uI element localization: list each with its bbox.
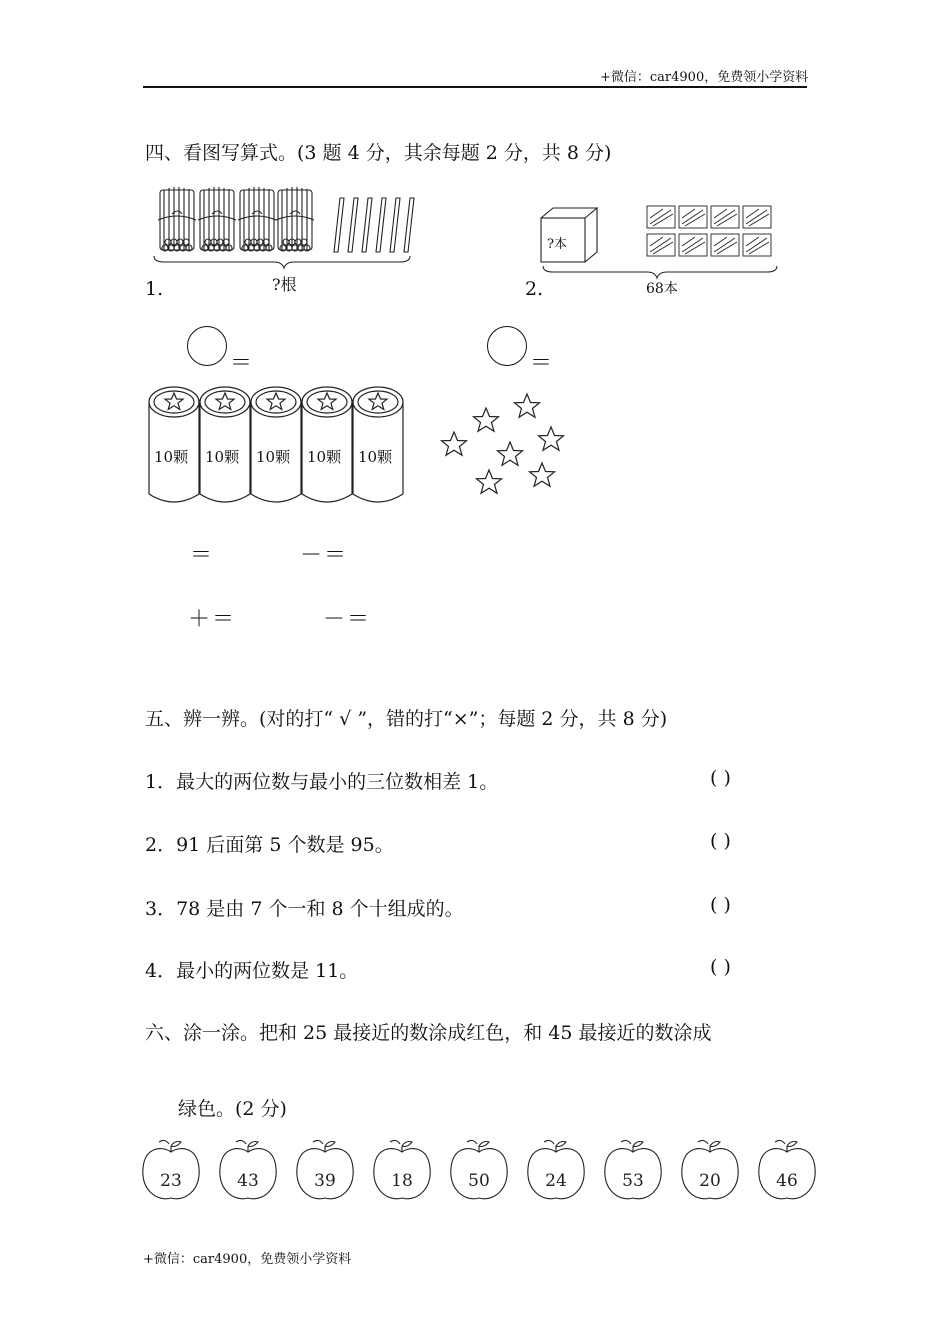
apples-row (138, 1138, 828, 1208)
apple-number-4: 18 (391, 1171, 413, 1191)
section6-title-line1: 六、涂一涂。把和 25 最接近的数涂成红色，和 45 最接近的数涂成 (145, 1022, 712, 1044)
blank-equation-1[interactable]: ＝ (190, 543, 215, 568)
can-label-1: 10颗 (154, 448, 189, 466)
can-label-3: 10颗 (256, 448, 291, 466)
judge-answer-1[interactable]: ( ) (710, 767, 731, 789)
loose-star-1 (515, 394, 540, 417)
circle-equals-1: ＝ (230, 351, 255, 376)
star-can-5 (353, 387, 403, 502)
circle-equals-2: ＝ (530, 351, 555, 376)
judge-item-4: 4．最小的两位数是 11。 (145, 960, 359, 982)
problem1-number: 1. (145, 278, 164, 300)
footer-watermark: +微信：car4900，免费领小学资料 (143, 1252, 352, 1267)
judge-answer-4[interactable]: ( ) (710, 956, 731, 978)
section6-title-line2: 绿色。(2 分) (178, 1098, 287, 1120)
books-brace (543, 266, 777, 278)
problem2-number: 2. (525, 278, 544, 300)
section4-title: 四、看图写算式。(3 题 4 分，其余每题 2 分，共 8 分) (145, 142, 612, 164)
stick-bundle-3 (238, 187, 276, 251)
stick-bundle-1 (158, 187, 196, 251)
apple-number-7: 53 (622, 1171, 644, 1191)
loose-stars-figure (435, 390, 575, 500)
can-label-2: 10颗 (205, 448, 240, 466)
loose-star-5 (498, 442, 523, 465)
blank-equation-4[interactable]: －＝ (323, 607, 372, 632)
star-can-1 (149, 387, 199, 502)
loose-star-6 (530, 463, 555, 486)
loose-star-2 (474, 408, 499, 431)
book-box (541, 208, 597, 262)
problem1-label: ?根 (272, 275, 297, 294)
stick-bundle-4 (276, 187, 314, 251)
apple-number-6: 24 (545, 1171, 567, 1191)
apple-number-8: 20 (699, 1171, 721, 1191)
section5-title: 五、辨一辨。(对的打“ √ ”，错的打“×”；每题 2 分，共 8 分) (145, 708, 668, 730)
header-watermark: +微信：car4900，免费领小学资料 (600, 70, 809, 85)
single-sticks (334, 198, 414, 252)
answer-circle-2[interactable] (487, 326, 527, 366)
star-can-2 (200, 387, 250, 502)
answer-circle-1[interactable] (187, 326, 227, 366)
problem2-label: 68本 (646, 281, 678, 297)
book-stack (647, 206, 771, 256)
apple-number-9: 46 (776, 1171, 798, 1191)
loose-star-3 (539, 427, 564, 450)
can-label-4: 10颗 (307, 448, 342, 466)
books-figure (535, 198, 785, 283)
judge-answer-2[interactable]: ( ) (710, 830, 731, 852)
loose-star-4 (442, 432, 467, 455)
apple-number-3: 39 (314, 1171, 336, 1191)
star-can-3 (251, 387, 301, 502)
header-rule (143, 86, 807, 88)
apple-number-2: 43 (237, 1171, 259, 1191)
blank-equation-3[interactable]: ＋＝ (188, 607, 237, 632)
judge-item-3: 3．78 是由 7 个一和 8 个十组成的。 (145, 898, 464, 920)
book-box-label: ?本 (547, 237, 567, 252)
judge-item-1: 1．最大的两位数与最小的三位数相差 1。 (145, 771, 499, 793)
blank-equation-2[interactable]: －＝ (300, 543, 349, 568)
stick-bundle-2 (198, 187, 236, 251)
apple-number-5: 50 (468, 1171, 490, 1191)
can-label-5: 10颗 (358, 448, 393, 466)
star-cans-figure (145, 382, 415, 512)
sticks-brace (154, 256, 410, 268)
loose-star-7 (477, 470, 502, 493)
apple-number-1: 23 (160, 1171, 182, 1191)
star-can-4 (302, 387, 352, 502)
judge-item-2: 2．91 后面第 5 个数是 95。 (145, 834, 394, 856)
judge-answer-3[interactable]: ( ) (710, 894, 731, 916)
